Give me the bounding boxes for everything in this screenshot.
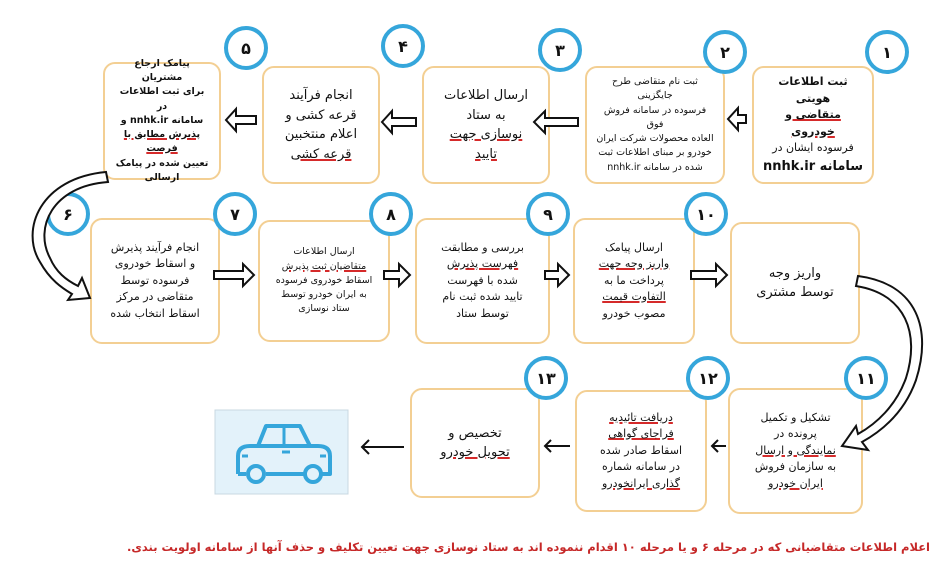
- arrow-icon-7-8: [384, 264, 410, 286]
- step-5-line-6: ارسالی: [144, 171, 180, 183]
- arrow-icon-4-5: [226, 109, 256, 131]
- step-3-line-2: به ستاد: [466, 107, 506, 123]
- step-10-number: ۱۰: [684, 192, 728, 236]
- step-13-number: ۱۳: [524, 356, 568, 400]
- arrow-icon-1-2: [728, 108, 746, 130]
- step-5-line-3: سامانه nnhk.ir و: [120, 114, 204, 126]
- step-4-line-3: اعلام منتخبین: [284, 127, 358, 142]
- step-11-line-4: به سازمان فروش: [754, 460, 837, 474]
- step-2-line-5: شده در سامانه nnhk.ir: [607, 161, 703, 173]
- step-6-line-4: متقاضی در مرکز: [116, 290, 194, 304]
- step-9-line-2: واریز وجه جهت: [598, 257, 670, 271]
- step-11-line-5: ایران خودرو: [768, 476, 823, 490]
- step-8-line-1: بررسی و مطابقت: [441, 240, 524, 254]
- step-5-number: ۵: [224, 26, 268, 70]
- step-7-line-2: متقاضیان ثبت پذیرش: [281, 260, 367, 272]
- arrow-icon-13-car: [362, 440, 404, 454]
- step-2-line-1: ثبت نام متقاضی طرح جایگزینی: [612, 76, 698, 102]
- step-10-line-1: واریز وجه: [768, 265, 822, 281]
- step-12-line-3: اسقاط صادر شده: [600, 443, 683, 457]
- step-6-line-3: فرسوده توسط: [120, 273, 190, 287]
- step-9-number: ۹: [526, 192, 570, 236]
- step-12-line-4: در سامانه شماره: [602, 460, 680, 474]
- step-2-number: ۲: [703, 30, 747, 74]
- step-6-line-5: اسقاط انتخاب شده: [110, 306, 200, 320]
- step-9-line-3: پرداخت ما به: [604, 273, 664, 287]
- step-8-line-4: تایید شده ثبت نام: [442, 290, 523, 304]
- step-8-line-3: شده با فهرست: [447, 273, 518, 287]
- step-2-line-3: العاده محصولات شرکت ایران: [596, 133, 714, 145]
- step-13-line-1: تخصیص و: [448, 425, 502, 441]
- step-9-line-5: مصوب خودرو: [602, 306, 666, 320]
- step-5-line-5: تعیین شده در پیامک: [115, 157, 209, 169]
- step-4-line-2: قرعه کشی و: [285, 107, 357, 123]
- step-1-line-2: متقاضی و خودروی: [785, 108, 841, 138]
- car-icon: [215, 410, 348, 494]
- step-13-line-2: تحویل خودرو: [440, 445, 510, 460]
- arrow-icon-11-12: [712, 440, 726, 452]
- step-7-line-5: ستاد نوسازی: [298, 303, 350, 315]
- step-6-line-1: انجام فرآیند پذیرش: [110, 240, 200, 254]
- arrow-icon-3-4: [382, 111, 416, 133]
- step-3-line-3: نوسازی جهت: [449, 127, 523, 142]
- step-5-line-2: برای ثبت اطلاعات در: [119, 86, 205, 112]
- step-1-line-1: ثبت اطلاعات هویتی: [778, 75, 848, 105]
- step-3-line-1: ارسال اطلاعات: [444, 88, 528, 103]
- arrow-icon-2-3: [534, 111, 578, 133]
- step-5-line-1: پیامک ارجاع مشتریان: [134, 57, 190, 84]
- step-11-number: ۱۱: [844, 356, 888, 400]
- step-6-line-2: و اسقاط خودروی: [114, 257, 196, 271]
- step-9-line-4: التفاوت قیمت: [602, 290, 666, 304]
- arrow-icon-10-11: [842, 276, 922, 450]
- step-11-line-1: تشکیل و تکمیل: [760, 410, 831, 424]
- step-11-line-3: نمایندگی و ارسال: [755, 443, 836, 457]
- step-7-line-3: اسقاط خودروی فرسوده: [275, 274, 373, 286]
- step-12-line-1: دریافت تائیدیه: [609, 410, 673, 424]
- arrow-icon-5-6: [33, 172, 108, 300]
- step-6-number: ۶: [46, 192, 90, 236]
- step-3-number: ۳: [538, 28, 582, 72]
- step-7-line-1: ارسال اطلاعات: [293, 246, 355, 258]
- step-1-line-4: سامانه nnhk.ir: [762, 158, 864, 174]
- step-2-line-2: فرسوده در سامانه فروش فوق: [603, 104, 707, 130]
- arrow-icon-9-10: [691, 264, 727, 286]
- step-4-number: ۴: [381, 24, 425, 68]
- step-12-line-2: فراجای گواهی: [608, 427, 674, 441]
- step-3-line-4: تایید: [475, 146, 497, 162]
- step-12-number: ۱۲: [686, 356, 730, 400]
- step-8-number: ۸: [369, 192, 413, 236]
- step-10-line-2: توسط مشتری: [756, 285, 834, 300]
- step-4-line-4: قرعه کشی: [290, 146, 352, 162]
- step-9-line-1: ارسال پیامک: [605, 240, 663, 254]
- step-5-line-4: پذیرش مطابق با فرصت: [123, 129, 201, 155]
- step-8-line-2: فهرست پذیرش: [446, 257, 519, 271]
- arrow-icon-12-13: [545, 440, 570, 452]
- car-icon-rear-wheel: [248, 466, 264, 482]
- arrow-icon-8-9: [545, 264, 569, 286]
- step-1-line-3: فرسوده ایشان در: [772, 141, 854, 154]
- step-8-line-5: توسط ستاد: [456, 306, 509, 320]
- arrow-icon-6-7: [214, 264, 254, 286]
- step-7-number: ۷: [213, 192, 257, 236]
- step-4-line-1: انجام فرآیند: [289, 88, 353, 103]
- car-icon-front-wheel: [305, 466, 321, 482]
- step-11-line-2: پرونده در: [774, 427, 817, 441]
- step-2-line-4: خودرو بر مبنای اطلاعات ثبت: [598, 147, 712, 159]
- step-12-line-5: گذاری ایرانخودرو: [601, 476, 681, 490]
- step-1-number: ۱: [865, 30, 909, 74]
- footer-note: اعلام اطلاعات متقاضیانی که در مرحله ۶ و یا مرحله ۱۰ اقدام ننموده اند به ستاد نوسازی جهت تعیین تکلیف و حذف آنها از سامانه اولویت بندی.: [126, 540, 930, 554]
- step-7-line-4: به ایران خودرو توسط: [281, 289, 367, 301]
